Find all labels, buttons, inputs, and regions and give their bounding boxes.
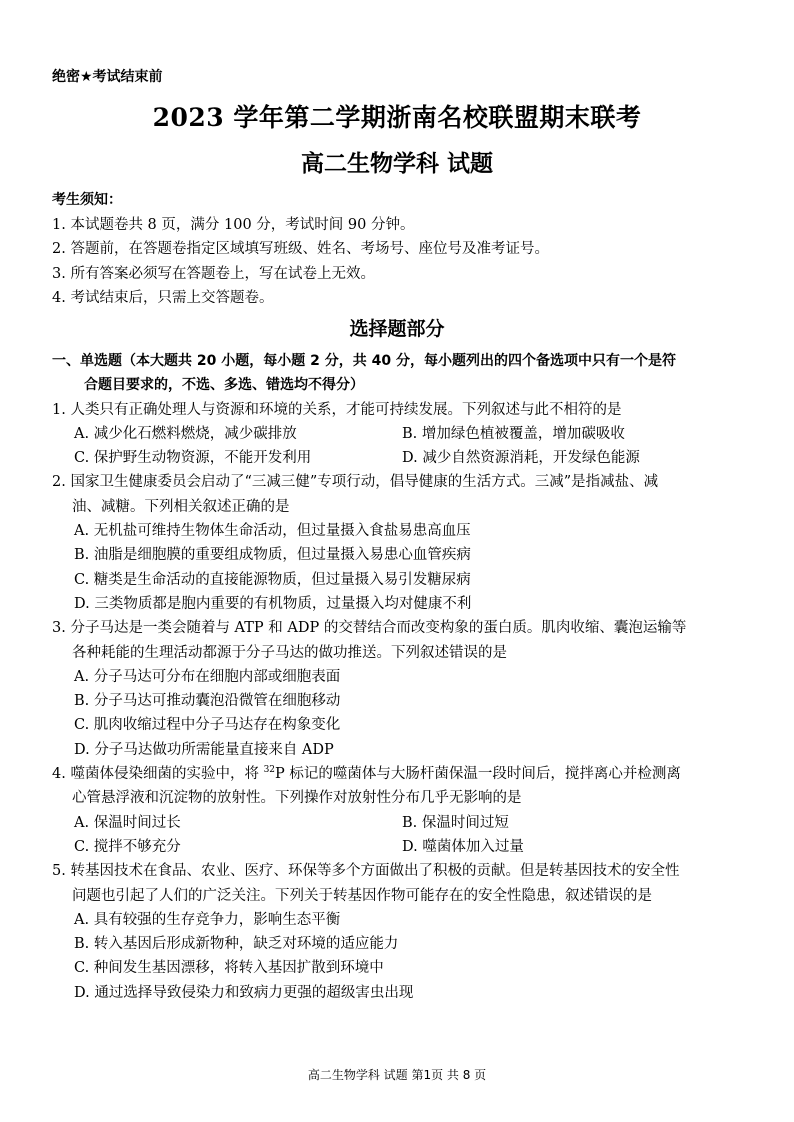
question-2 [52, 470, 752, 616]
notice-item: 4. 考试结束后，只需上交答题卷。 [52, 290, 274, 306]
stem-line: 5. 转基因技术在食品、农业、医疗、环保等多个方面做出了积极的贡献。但是转基因技术的安全性 [52, 863, 680, 880]
question-3 [52, 616, 752, 762]
option-c: C. 种间发生基因漂移，将转入基因扩散到环境中 [74, 960, 384, 977]
option-a: A. 分子马达可分布在细胞内部或细胞表面 [74, 668, 341, 685]
stem-text: 4. 噬菌体侵染细菌的实验中，将 [52, 766, 264, 783]
option-row [52, 835, 752, 859]
question-stem [52, 859, 752, 908]
part-heading-line: 合题目要求的，不选、多选、错选均不得分） [84, 377, 364, 394]
stem-line: 油、减糖。下列相关叙述正确的是 [72, 498, 290, 515]
option-b: B. 油脂是细胞膜的重要组成物质，但过量摄入易患心血管疾病 [74, 547, 471, 564]
option-d: D. 噬菌体加入过量 [402, 838, 524, 855]
page-footer: 高二生物学科 试题 第1页 共 8 页 [307, 1068, 487, 1082]
exam-title: 2023 学年第二学期浙南名校联盟期末联考 [152, 103, 642, 132]
isotope-mass-number: 32 [263, 765, 276, 776]
option-b: B. 保温时间过短 [402, 814, 509, 831]
option-a: A. 保温时间过长 [74, 814, 181, 831]
option-d: D. 三类物质都是胞内重要的有机物质，过量摄入均对健康不利 [74, 595, 472, 612]
part-heading [52, 349, 752, 398]
candidate-notice [52, 188, 752, 311]
notice-item: 1. 本试题卷共 8 页，满分 100 分，考试时间 90 分钟。 [52, 216, 415, 233]
option-c: C. 糖类是生命活动的直接能源物质，但过量摄入易引发糖尿病 [74, 571, 471, 588]
option-c: C. 搅拌不够充分 [74, 838, 181, 855]
notice-item: 2. 答题前，在答题卷指定区域填写班级、姓名、考场号、座位号及准考证号。 [52, 241, 549, 257]
option-d: D. 分子马达做功所需能量直接来自 ADP [74, 741, 334, 758]
question-1 [52, 398, 752, 471]
questions-area [52, 349, 752, 1005]
question-stem [52, 762, 752, 811]
stem-line: 心管悬浮液和沉淀物的放射性。下列操作对放射性分布几乎无影响的是 [72, 790, 522, 807]
confidential-label: 绝密★考试结束前 [52, 69, 163, 85]
option-a: A. 具有较强的生存竞争力，影响生态平衡 [74, 911, 341, 928]
option-row [52, 446, 752, 470]
section-title: 选择题部分 [349, 318, 445, 340]
question-stem: 1. 人类只有正确处理人与资源和环境的关系，才能可持续发展。下列叙述与此不相符的是 [52, 401, 622, 418]
notice-item: 3. 所有答案必须写在答题卷上，写在试卷上无效。 [52, 265, 375, 282]
question-stem [52, 470, 752, 519]
option-b: B. 增加绿色植被覆盖，增加碳吸收 [402, 425, 625, 442]
option-a: A. 减少化石燃料燃烧，减少碳排放 [74, 425, 297, 442]
stem-line: 各种耗能的生理活动都源于分子马达的做功推送。下列叙述错误的是 [72, 644, 507, 661]
stem-line: 2. 国家卫生健康委员会启动了“三减三健”专项行动，倡导健康的生活方式。三减”是指减盐、减 [52, 474, 659, 491]
stem-line [52, 766, 681, 782]
question-4 [52, 762, 752, 859]
option-c: C. 肌肉收缩过程中分子马达存在构象变化 [74, 717, 341, 734]
option-b: B. 分子马达可推动囊泡沿微管在细胞移动 [74, 693, 341, 710]
option-c: C. 保护野生动物资源，不能开发利用 [74, 450, 312, 467]
option-d: D. 通过选择导致侵染力和致病力更强的超级害虫出现 [74, 984, 414, 1001]
stem-line: 问题也引起了人们的广泛关注。下列关于转基因作物可能存在的安全性隐患，叙述错误的是 [72, 887, 652, 904]
option-row [52, 811, 752, 835]
exam-subtitle: 高二生物学科 试题 [300, 150, 493, 177]
question-5 [52, 859, 752, 1005]
option-b: B. 转入基因后形成新物种，缺乏对环境的适应能力 [74, 936, 399, 953]
option-a: A. 无机盐可维持生物体生命活动，但过量摄入食盐易患高血压 [74, 523, 471, 540]
stem-line: 3. 分子马达是一类会随着与 ATP 和 ADP 的交替结合而改变构象的蛋白质。肌肉收缩、囊泡运输等 [52, 620, 687, 637]
part-heading-line: 一、单选题（本大题共 20 小题，每小题 2 分，共 40 分，每小题列出的四个备选项中只有一个是符 [52, 353, 676, 369]
option-row [52, 422, 752, 446]
stem-text: P 标记的噬菌体与大肠杆菌保温一段时间后，搅拌离心并检测离 [275, 766, 681, 783]
option-d: D. 减少自然资源消耗，开发绿色能源 [402, 450, 640, 467]
notice-heading: 考生须知： [52, 192, 122, 208]
question-stem [52, 616, 752, 665]
